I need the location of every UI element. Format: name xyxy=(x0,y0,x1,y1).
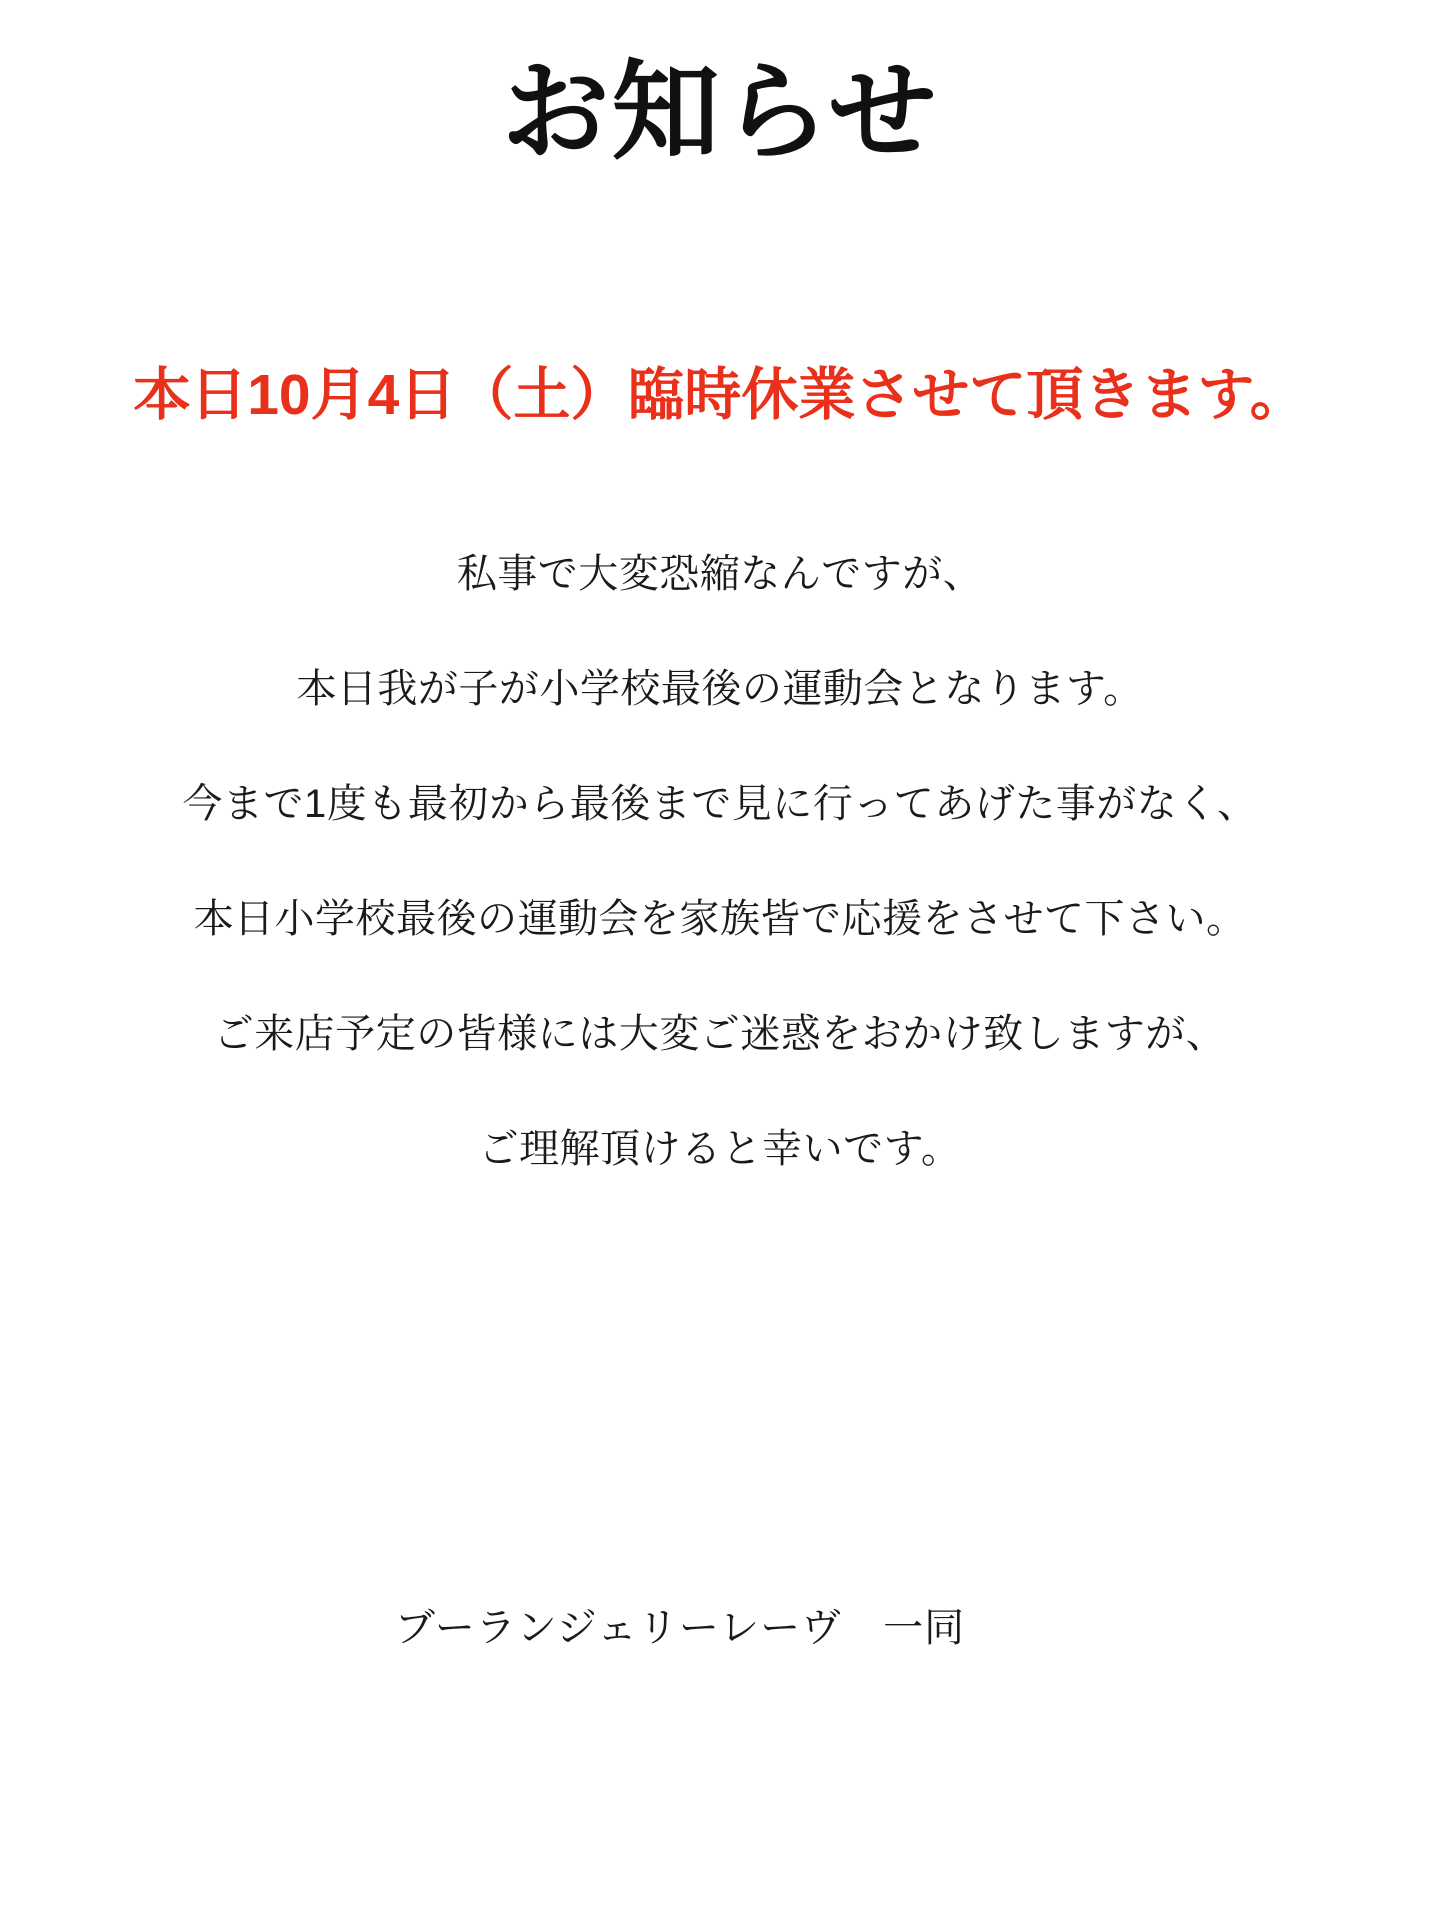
page-title: お知らせ xyxy=(501,51,939,172)
body-line: 今まで1度も最初から最後まで見に行ってあげた事がなく、 xyxy=(182,782,1258,827)
body-line: ご来店予定の皆様には大変ご迷惑をおかけ致しますが、 xyxy=(213,1012,1227,1057)
body-line: ご理解頂けると幸いです。 xyxy=(478,1127,962,1172)
body-line: 私事で大変恐縮なんですが、 xyxy=(456,552,984,597)
signature: ブーランジェリーレーヴ 一同 xyxy=(394,1606,966,1650)
body-line: 本日小学校最後の運動会を家族皆で応援をさせて下さい。 xyxy=(193,897,1247,942)
body-line: 本日我が子が小学校最後の運動会となります。 xyxy=(296,667,1144,712)
closure-headline: 本日10月4日（土）臨時休業させて頂きます。 xyxy=(133,363,1307,428)
notice-body xyxy=(0,434,1440,1179)
